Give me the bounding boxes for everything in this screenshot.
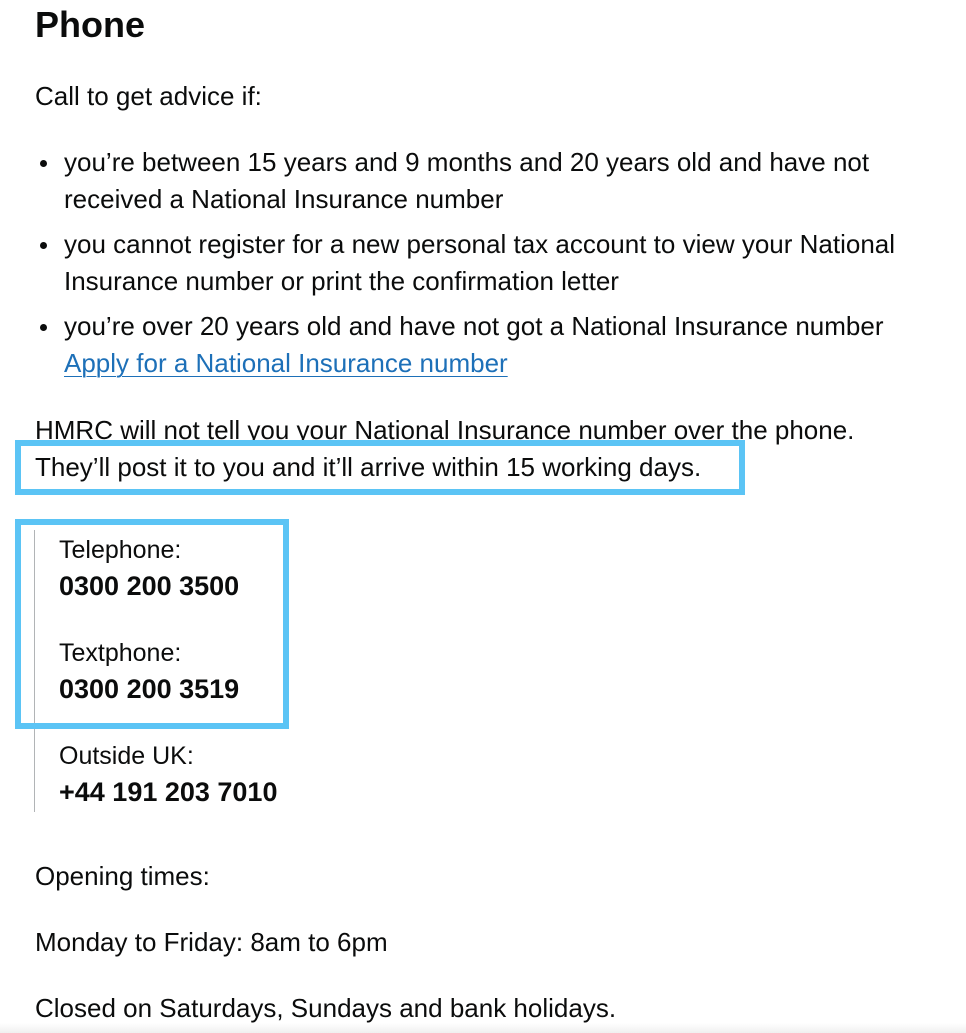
list-item-line: you cannot register for a new personal tax account to view your National	[64, 229, 896, 259]
textphone-label: Textphone:	[59, 639, 182, 667]
contact-details	[34, 530, 335, 812]
bullet-icon	[40, 160, 47, 167]
textphone-number: 0300 200 3519	[59, 674, 240, 704]
list-item-line: Insurance number or print the confirmation letter	[64, 266, 619, 296]
telephone-label: Telephone:	[59, 536, 182, 564]
list-item-line: you’re over 20 years old and have not got a National Insurance number	[64, 311, 884, 341]
apply-link[interactable]: Apply for a National Insurance number	[64, 348, 508, 378]
opening-times-label: Opening times:	[35, 861, 210, 891]
outside-uk-label: Outside UK:	[59, 742, 194, 770]
list-item-line: you’re between 15 years and 9 months and 20 years old and have not	[64, 147, 870, 177]
list-item-line: received a National Insurance number	[64, 184, 504, 214]
bullet-icon	[40, 324, 47, 331]
telephone-number: 0300 200 3500	[59, 571, 240, 601]
list-item	[35, 226, 895, 300]
intro-text: Call to get advice if:	[35, 81, 262, 111]
list-item	[35, 144, 895, 218]
opening-hours: Monday to Friday: 8am to 6pm	[35, 927, 388, 957]
list-item	[35, 308, 895, 382]
bullet-icon	[40, 242, 47, 249]
bottom-fade	[0, 1023, 966, 1033]
page-title: Phone	[35, 4, 146, 45]
advice-list	[35, 144, 895, 390]
outside-uk-number: +44 191 203 7010	[59, 777, 278, 807]
hmrc-notice-line-1: HMRC will not tell you your National Insurance number over the phone.	[35, 415, 855, 445]
closed-note: Closed on Saturdays, Sundays and bank holidays.	[35, 993, 617, 1023]
hmrc-notice-line-2: They’ll post it to you and it’ll arrive within 15 working days.	[35, 452, 702, 482]
